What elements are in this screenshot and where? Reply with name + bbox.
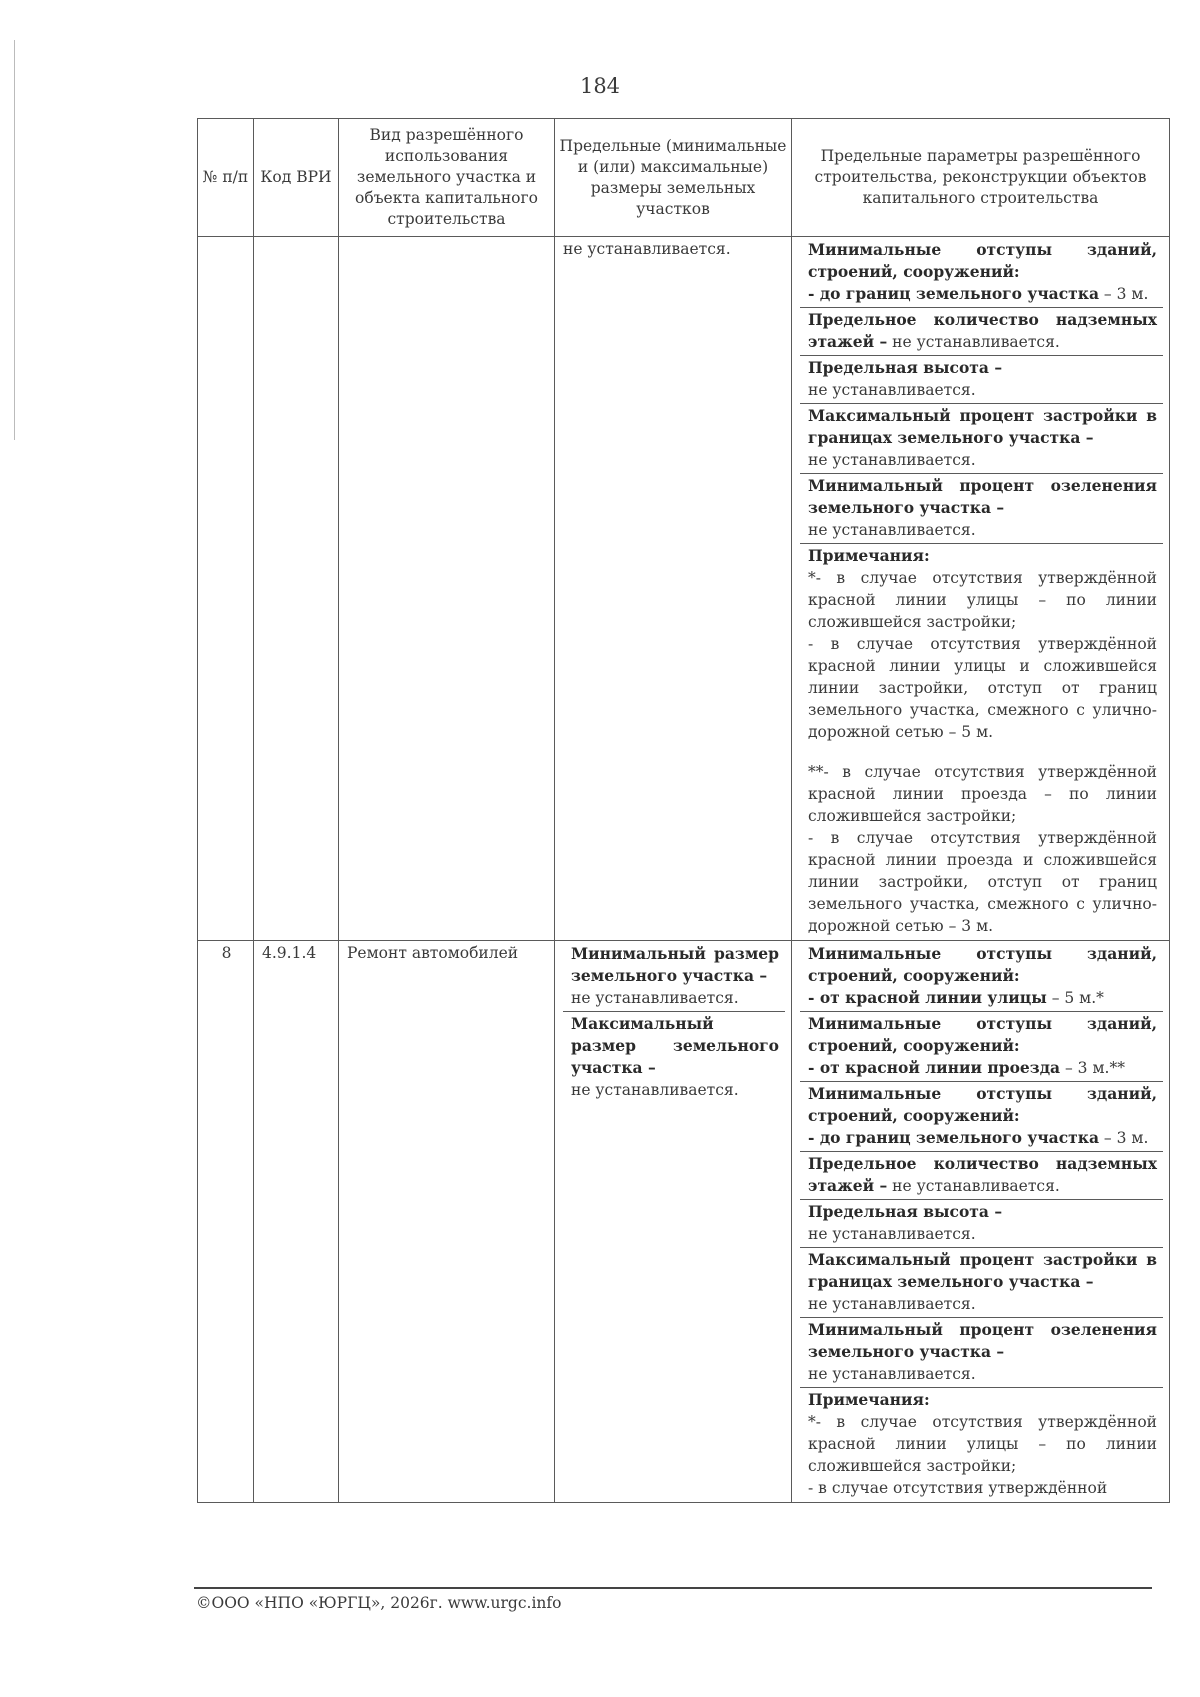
param-label: Максимальный процент застройки в границах земельного участка –	[808, 406, 1157, 447]
sizes-list	[563, 942, 785, 1103]
param-height	[800, 356, 1163, 404]
param-value: – 3 м.	[1099, 1129, 1149, 1147]
size-label: Минимальный размер земельного участка –	[571, 944, 779, 985]
param-line: - от красной линии улицы	[808, 988, 1047, 1007]
cell-type: Ремонт автомобилей	[339, 941, 555, 1503]
param-notes	[800, 1388, 1163, 1502]
param-label: Предельная высота –	[808, 1202, 1003, 1221]
param-coverage	[800, 1248, 1163, 1318]
cell-num: 8	[198, 941, 254, 1503]
note-item: - в случае отсутствия утверждённой красной линии проезда и сложившейся линии застройки, отступ от границ земельного участка, смежного с улично-дорожной сетью – 3 м.	[808, 829, 1157, 935]
note-item: - в случае отсутствия утверждённой	[808, 1479, 1108, 1497]
header-params: Предельные параметры разрешённого строительства, реконструкции объектов капитального строительства	[792, 119, 1170, 237]
size-value: не устанавливается.	[571, 989, 739, 1007]
param-value: – 3 м.	[1099, 285, 1149, 303]
notes-title: Примечания:	[808, 1390, 930, 1409]
param-value: не устанавливается.	[808, 1225, 976, 1243]
param-value: не устанавливается.	[808, 521, 976, 539]
param-height	[800, 1200, 1163, 1248]
param-label: Максимальный процент застройки в границах земельного участка –	[808, 1250, 1157, 1291]
cell-code-empty	[254, 237, 339, 941]
zoning-parameters-table	[197, 118, 1170, 1503]
notes-title: Примечания:	[808, 546, 930, 565]
note-item: *- в случае отсутствия утверждённой красной линии улицы – по линии сложившейся застройки;	[808, 1413, 1157, 1475]
param-line: - до границ земельного участка	[808, 1128, 1099, 1147]
note-item: - в случае отсутствия утверждённой красной линии улицы и сложившейся линии застройки, отступ от границ земельного участка, смежного с улично-дорожной сетью – 5 м.	[808, 635, 1157, 741]
param-setbacks-street	[800, 942, 1163, 1012]
cell-params	[792, 941, 1170, 1503]
scan-edge-mark	[14, 40, 15, 440]
size-label: Максимальный размер земельного участка –	[571, 1014, 779, 1077]
note-item: **- в случае отсутствия утверждённой красной линии проезда – по линии сложившейся застройки;	[808, 763, 1157, 825]
param-label: Минимальные отступы зданий, строений, сооружений:	[808, 1084, 1157, 1125]
page-number: 184	[579, 74, 621, 98]
param-line: - от красной линии проезда	[808, 1058, 1061, 1077]
param-greening	[800, 474, 1163, 544]
param-value: не устанавливается.	[887, 333, 1060, 351]
param-label: Минимальный процент озеленения земельного участка –	[808, 476, 1157, 517]
params-list	[800, 942, 1163, 1501]
param-value: не устанавливается.	[808, 1365, 976, 1383]
cell-sizes	[555, 941, 792, 1503]
param-label: Минимальные отступы зданий, строений, сооружений:	[808, 240, 1157, 281]
size-min	[563, 942, 785, 1012]
param-setbacks	[800, 238, 1163, 308]
footer-divider	[194, 1587, 1152, 1589]
param-value: не устанавливается.	[808, 451, 976, 469]
header-num: № п/п	[198, 119, 254, 237]
param-label: Предельное количество надземных этажей –	[808, 310, 1157, 351]
size-max	[563, 1012, 785, 1104]
param-coverage	[800, 404, 1163, 474]
cell-params	[792, 237, 1170, 941]
param-label: Минимальные отступы зданий, строений, сооружений:	[808, 1014, 1157, 1055]
param-value: – 3 м.**	[1060, 1059, 1125, 1077]
param-setbacks-plot	[800, 1082, 1163, 1152]
cell-code: 4.9.1.4	[254, 941, 339, 1503]
param-label: Минимальные отступы зданий, строений, сооружений:	[808, 944, 1157, 985]
table-row-prev	[198, 237, 1170, 941]
param-value: не устанавливается.	[808, 1295, 976, 1313]
param-value: не устанавливается.	[808, 381, 976, 399]
param-greening	[800, 1318, 1163, 1388]
table-row-8	[198, 941, 1170, 1503]
footer-copyright: ©ООО «НПО «ЮРГЦ», 2026г. www.urgc.info	[196, 1594, 562, 1612]
header-code: Код ВРИ	[254, 119, 339, 237]
table-header-row	[198, 119, 1170, 237]
cell-num-empty	[198, 237, 254, 941]
param-label: Минимальный процент озеленения земельного участка –	[808, 1320, 1157, 1361]
param-label: Предельное количество надземных этажей –	[808, 1154, 1157, 1195]
size-value: не устанавливается.	[571, 1081, 739, 1099]
header-sizes: Предельные (минимальные и (или) максимальные) размеры земельных участков	[555, 119, 792, 237]
param-notes	[800, 544, 1163, 940]
param-setbacks-passage	[800, 1012, 1163, 1082]
param-floors	[800, 1152, 1163, 1200]
param-label: Предельная высота –	[808, 358, 1003, 377]
note-item: *- в случае отсутствия утверждённой красной линии улицы – по линии сложившейся застройки;	[808, 569, 1157, 631]
sizes-text: не устанавливается.	[563, 240, 731, 258]
param-floors	[800, 308, 1163, 356]
param-value: – 5 м.*	[1046, 989, 1104, 1007]
params-list	[800, 238, 1163, 939]
param-value: не устанавливается.	[887, 1177, 1060, 1195]
cell-sizes	[555, 237, 792, 941]
param-line: - до границ земельного участка	[808, 284, 1099, 303]
header-type: Вид разрешённого использования земельного участка и объекта капитального строительства	[339, 119, 555, 237]
cell-type-empty	[339, 237, 555, 941]
